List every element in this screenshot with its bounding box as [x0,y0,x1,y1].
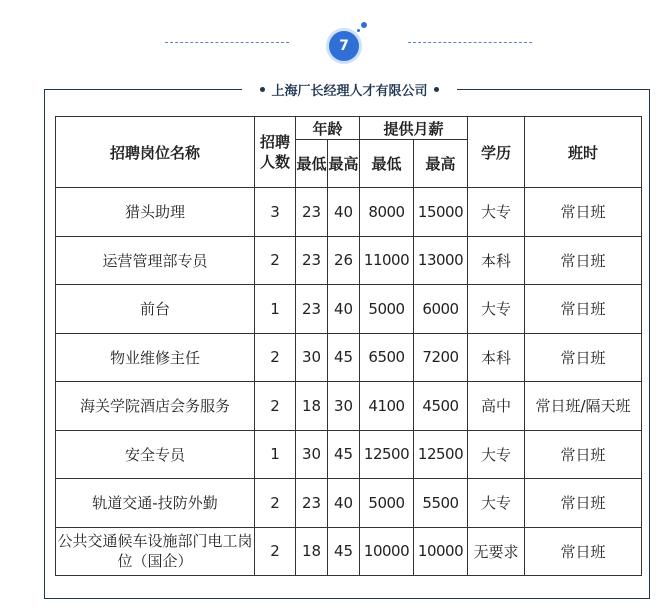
shift-cell: 常日班 [525,285,642,334]
top-divider-left [165,42,289,43]
table-row [56,479,642,528]
bullet-icon [434,87,439,92]
education-cell: 大专 [468,285,525,334]
headcount-cell: 1 [255,285,296,334]
header-salary-min: 最低 [360,140,414,188]
shift-cell: 常日班/隔天班 [525,382,642,431]
age-min-cell: 23 [296,236,328,285]
age-min-cell: 23 [296,188,328,237]
header-position: 招聘岗位名称 [56,117,255,188]
age-max-cell: 40 [328,479,360,528]
header-salary-max: 最高 [414,140,468,188]
shift-cell: 常日班 [525,527,642,576]
header-age-max: 最高 [328,140,360,188]
header-salary: 提供月薪 [360,117,468,140]
shift-cell: 常日班 [525,479,642,528]
headcount-cell: 2 [255,527,296,576]
top-divider-right [408,42,532,43]
position-cell: 安全专员 [56,430,255,479]
header-age-min: 最低 [296,140,328,188]
shift-cell: 常日班 [525,236,642,285]
position-cell: 公共交通候车设施部门电工岗位（国企） [56,527,255,576]
header-shift: 班时 [525,117,642,188]
salary-max-cell: 6000 [414,285,468,334]
page-number-badge: 7 [326,28,362,64]
table-row [56,527,642,576]
header-headcount: 招聘人数 [255,117,296,188]
age-min-cell: 23 [296,479,328,528]
age-max-cell: 45 [328,333,360,382]
position-cell: 物业维修主任 [56,333,255,382]
salary-max-cell: 4500 [414,382,468,431]
position-cell: 海关学院酒店会务服务 [56,382,255,431]
education-cell: 高中 [468,382,525,431]
headcount-cell: 1 [255,430,296,479]
age-max-cell: 40 [328,285,360,334]
education-cell: 本科 [468,236,525,285]
salary-min-cell: 5000 [360,479,414,528]
salary-max-cell: 15000 [414,188,468,237]
badge-dot-small-icon [357,29,360,32]
header-age: 年龄 [296,117,360,140]
age-min-cell: 18 [296,527,328,576]
age-max-cell: 45 [328,527,360,576]
age-min-cell: 30 [296,430,328,479]
education-cell: 大专 [468,430,525,479]
headcount-cell: 2 [255,333,296,382]
badge-dot-icon [361,22,367,28]
headcount-cell: 3 [255,188,296,237]
salary-max-cell: 10000 [414,527,468,576]
age-max-cell: 45 [328,430,360,479]
age-min-cell: 23 [296,285,328,334]
company-name: 上海厂长经理人才有限公司 [271,83,428,99]
position-cell: 轨道交通-技防外勤 [56,479,255,528]
table-row [56,188,642,237]
position-cell: 猎头助理 [56,188,255,237]
education-cell: 无要求 [468,527,525,576]
age-min-cell: 18 [296,382,328,431]
salary-min-cell: 6500 [360,333,414,382]
table-row [56,430,642,479]
shift-cell: 常日班 [525,188,642,237]
salary-max-cell: 13000 [414,236,468,285]
headcount-cell: 2 [255,382,296,431]
shift-cell: 常日班 [525,430,642,479]
table-row [56,382,642,431]
salary-min-cell: 8000 [360,188,414,237]
table-row [56,285,642,334]
salary-min-cell: 5000 [360,285,414,334]
headcount-cell: 2 [255,236,296,285]
salary-max-cell: 7200 [414,333,468,382]
age-min-cell: 30 [296,333,328,382]
salary-min-cell: 11000 [360,236,414,285]
age-max-cell: 30 [328,382,360,431]
table-row [56,236,642,285]
education-cell: 本科 [468,333,525,382]
bullet-icon [260,87,265,92]
salary-max-cell: 5500 [414,479,468,528]
salary-min-cell: 12500 [360,430,414,479]
position-cell: 运营管理部专员 [56,236,255,285]
headcount-cell: 2 [255,479,296,528]
salary-max-cell: 12500 [414,430,468,479]
shift-cell: 常日班 [525,333,642,382]
table-row [56,333,642,382]
table-header-row [56,117,642,140]
salary-min-cell: 10000 [360,527,414,576]
education-cell: 大专 [468,188,525,237]
age-max-cell: 40 [328,188,360,237]
education-cell: 大专 [468,479,525,528]
company-title [242,80,457,98]
header-education: 学历 [468,117,525,188]
jobs-table [55,116,642,576]
age-max-cell: 26 [328,236,360,285]
salary-min-cell: 4100 [360,382,414,431]
position-cell: 前台 [56,285,255,334]
